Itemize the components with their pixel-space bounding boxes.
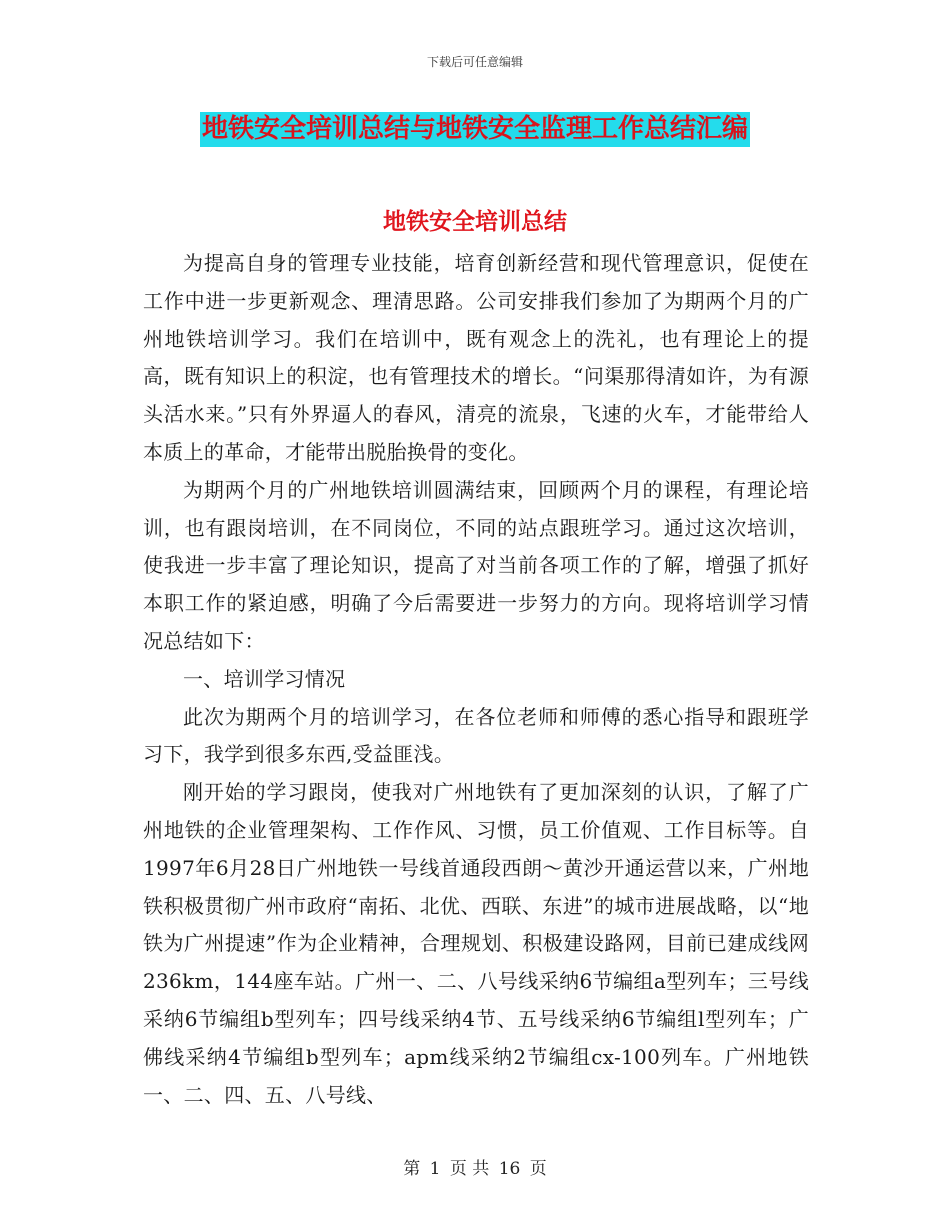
paragraph: 刚开始的学习跟岗，使我对广州地铁有了更加深刻的认识，了解了广州地铁的企业管理架构、工作作风、习惯，员工价值观、工作目标等。自1997年6月28日广州地铁一号线首通段西朗～黄沙开通运营以来，广州地铁积极贯彻广州市政府“南拓、北优、西联、东进”的城市进展战略，以“地铁为广州提速”作为企业精神，合理规划、积极建设路网，目前已建成线网236km，144座车站。广州一、二、八号线采纳6节编组a型列车；三号线采纳6节编组b型列车；四号线采纳4节、五号线采纳6节编组l型列车；广佛线采纳4节编组b型列车；apm线采纳2节编组cx-100列车。广州地铁一、二、四、五、八号线、 [143, 780, 809, 1107]
paragraph: 为期两个月的广州地铁培训圆满结束，回顾两个月的课程，有理论培训，也有跟岗培训，在不同岗位，不同的站点跟班学习。通过这次培训，使我进一步丰富了理论知识，提高了对当前各项工作的了解，增强了抓好本职工作的紧迫感，明确了今后需要进一步努力的方向。现将培训学习情况总结如下： [143, 477, 809, 653]
section-title: 地铁安全培训总结 [383, 209, 567, 235]
header-note: 下载后可任意编辑 [426, 55, 523, 69]
total-page-count: 16 [498, 1159, 521, 1179]
document-title: 地铁安全培训总结与地铁安全监理工作总结汇编 [200, 112, 750, 147]
main-title-container [0, 112, 950, 147]
paragraph: 此次为期两个月的培训学习，在各位老师和师傅的悉心指导和跟班学习下，我学到很多东西,受益匪浅。 [143, 704, 809, 767]
paragraph: 为提高自身的管理专业技能，培育创新经营和现代管理意识，促使在工作中进一步更新观念、理清思路。公司安排我们参加了为期两个月的广州地铁培训学习。我们在培训中，既有观念上的洗礼，也有理论上的提高，既有知识上的积淀，也有管理技术的增长。“问渠那得清如许，为有源头活水来。”只有外界逼人的春风，清亮的流泉，飞速的火车，才能带给人本质上的革命，才能带出脱胎换骨的变化。 [143, 251, 809, 464]
current-page-number: 1 [429, 1159, 441, 1179]
footer-prefix: 第 [403, 1159, 421, 1179]
footer-suffix: 页 [529, 1159, 547, 1179]
body-text [143, 245, 809, 1114]
section-heading: 一、培训学习情况 [183, 666, 346, 691]
footer-middle: 页 共 [449, 1159, 490, 1179]
page-footer [0, 1154, 950, 1179]
